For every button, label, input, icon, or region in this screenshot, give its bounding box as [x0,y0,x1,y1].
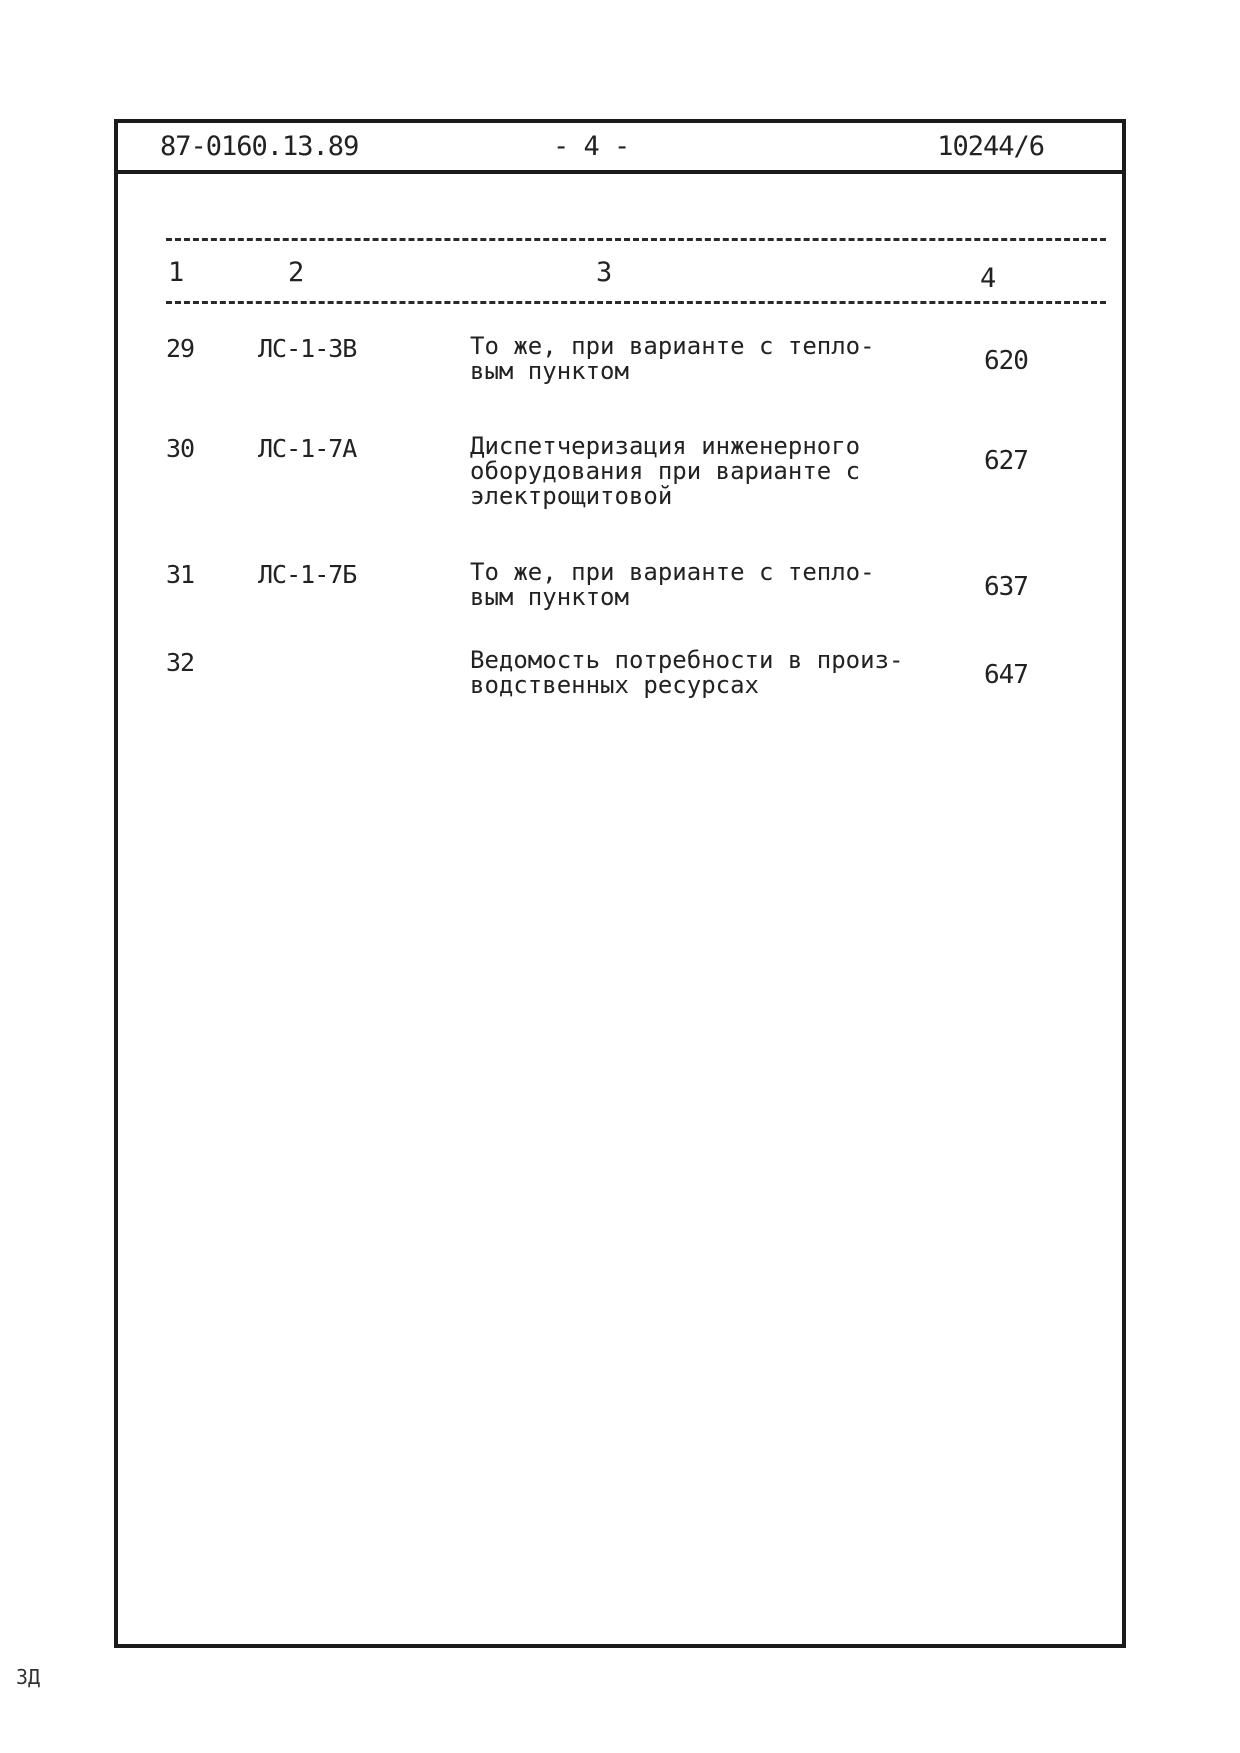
column-header-4: 4 [980,263,997,294]
row-description: Ведомость потребности в произ- водственных ресурсах [470,646,904,699]
table-header-divider [166,301,1106,304]
row-page: 620 [984,346,1028,376]
document-frame [114,119,1126,1648]
row-code: ЛС-1-7Б [258,560,357,589]
row-description: То же, при варианте с тепло- вым пунктом [470,558,875,611]
sheet-ref: 10244/6 [937,131,1044,162]
footer-mark: ЗД [16,1665,41,1689]
column-header-1: 1 [168,257,185,288]
page-number: - 4 - [553,131,630,162]
row-page: 637 [984,572,1028,602]
row-page: 627 [984,446,1028,476]
row-number: 30 [166,434,195,463]
row-code: ЛС-1-7А [258,434,357,463]
row-description: То же, при варианте с тепло- вым пунктом [470,332,875,385]
row-number: 32 [166,648,195,677]
doc-code: 87-0160.13.89 [160,131,359,162]
row-code: ЛС-1-3В [258,334,357,363]
row-number: 29 [166,334,195,363]
column-header-2: 2 [288,257,305,288]
row-description: Диспетчеризация инженерного оборудования при варианте с электрощитовой [470,432,861,510]
row-page: 647 [984,660,1028,690]
row-number: 31 [166,560,195,589]
table-top-divider [166,238,1106,241]
column-header-3: 3 [596,257,613,288]
header-bar [118,123,1122,174]
